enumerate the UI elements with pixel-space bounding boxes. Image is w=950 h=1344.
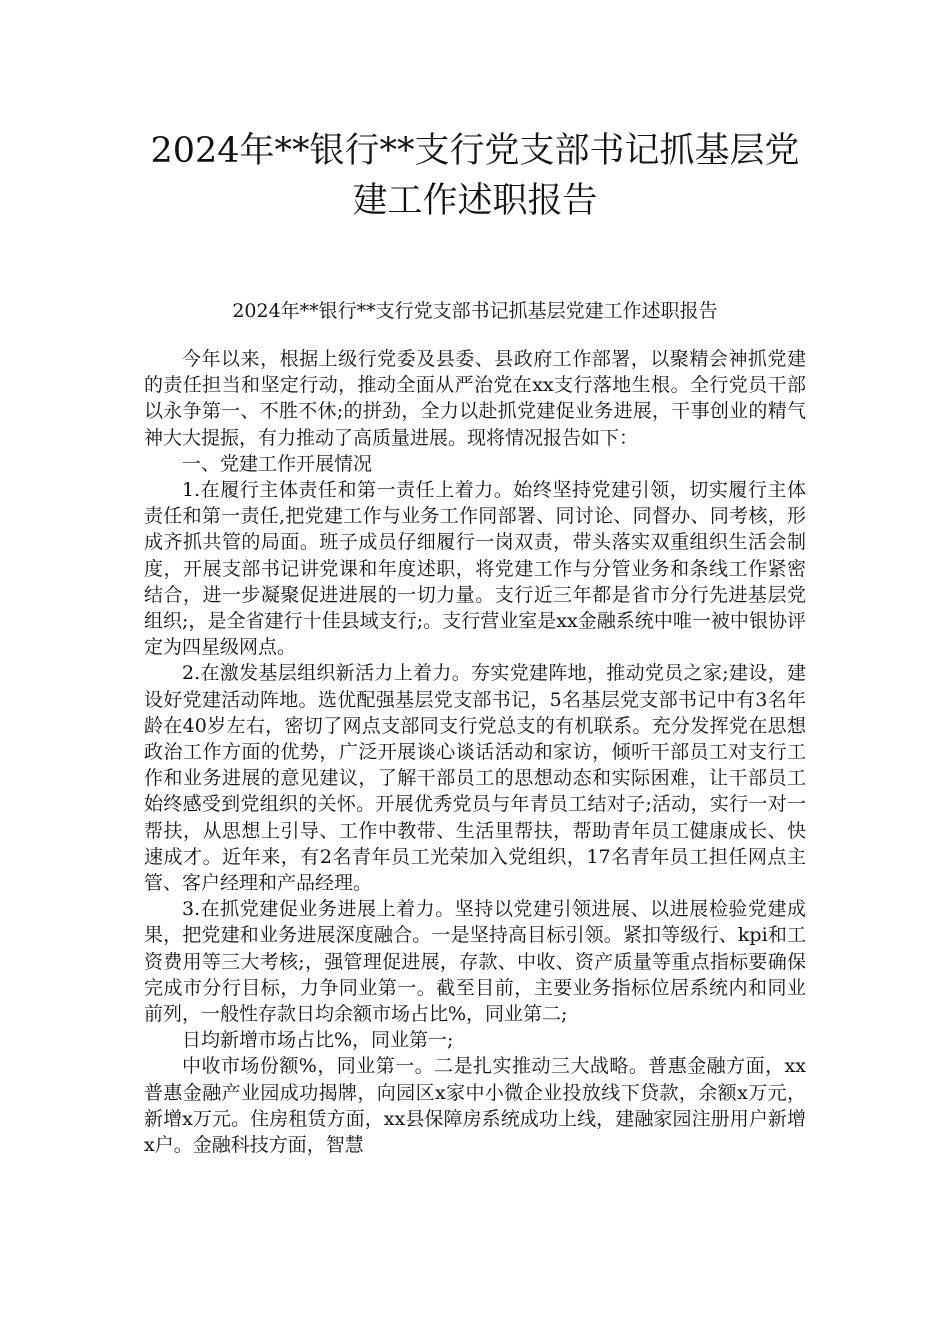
document-subtitle: 2024年**银行**支行党支部书记抓基层党建工作述职报告	[232, 300, 718, 322]
paragraph-item-1: 1.在履行主体责任和第一责任上着力。始终坚持党建引领，切实履行主体责任和第一责任,把党建工作与业务工作同部署、同讨论、同督办、同考核，形成齐抓共管的局面。班子成员仔细履行一岗双责，带头落实双重组织生活会制度，开展支部书记讲党课和年度述职，将党建工作与分管业务和条线工作紧密结合，进一步凝聚促进进展的一切力量。支行近三年都是省市分行先进基层党组织;，是全省建行十佳县域支行;。支行营业室是xx金融系统中唯一被中银协评定为四星级网点。	[144, 479, 806, 659]
document-title	[100, 126, 850, 226]
document-title-line-1: 2024年**银行**支行党支部书记抓基层党	[150, 131, 800, 171]
section-heading-1: 一、党建工作开展情况	[182, 452, 373, 475]
paragraph-item-3: 3.在抓党建促业务进展上着力。坚持以党建引领进展、以进展检验党建成果，把党建和业务进展深度融合。一是坚持高目标引领。紧扣等级行、kpi和工资费用等三大考核;，强管理促进展，存款、中收、资产质量等重点指标要确保完成市分行目标，力争同业第一。截至目前，主要业务指标位居系统内和同业前列，一般性存款日均余额市场占比%，同业第二;	[144, 898, 806, 1026]
document-body	[144, 346, 806, 1158]
paragraph-item-2: 2.在激发基层组织新活力上着力。夯实党建阵地，推动党员之家;建设，建设好党建活动阵地。选优配强基层党支部书记，5名基层党支部书记中有3名年龄在40岁左右，密切了网点支部同支行党总支的有机联系。充分发挥党在思想政治工作方面的优势，广泛开展谈心谈话活动和家访，倾听干部员工对支行工作和业务进展的意见建议，了解干部员工的思想动态和实际困难，让干部员工始终感受到党组织的关怀。开展优秀党员与年青员工结对子;活动，实行一对一帮扶，从思想上引导、工作中教带、生活里帮扶，帮助青年员工健康成长、快速成才。近年来，有2名青年员工光荣加入党组织，17名青年员工担任网点主管、客户经理和产品经理。	[144, 662, 806, 895]
paragraph-daily-increase: 日均新增市场占比%，同业第一;	[182, 1029, 454, 1052]
paragraph-intro: 今年以来，根据上级行党委及县委、县政府工作部署，以聚精会神抓党建的责任担当和坚定行动，推动全面从严治党在xx支行落地生根。全行党员干部以永争第一、不胜不休;的拼劲，全力以赴抓党建促业务进展，干事创业的精气神大大提振，有力推动了高质量进展。现将情况报告如下：	[144, 348, 806, 449]
paragraph-fee-income: 中收市场份额%，同业第一。二是扎实推动三大战略。普惠金融方面，xx普惠金融产业园成功揭牌，向园区x家中小微企业投放线下贷款，余额x万元，新增x万元。住房租赁方面，xx县保障房系统成功上线，建融家园注册用户新增x户。金融科技方面，智慧	[144, 1055, 806, 1157]
document-title-line-2: 建工作述职报告	[352, 181, 598, 221]
